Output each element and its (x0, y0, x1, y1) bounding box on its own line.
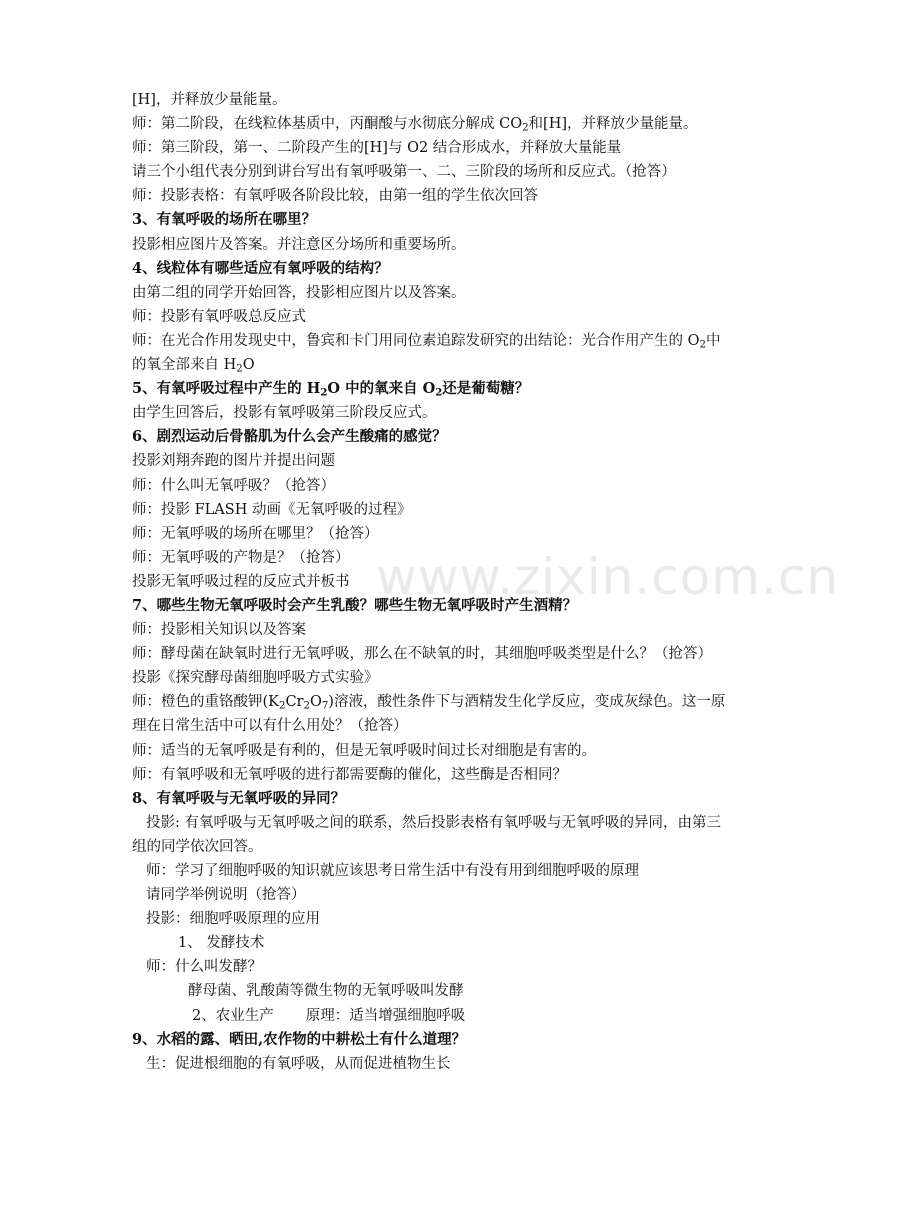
text-line: 2、农业生产 原理：适当增强细胞呼吸 (192, 1007, 466, 1024)
text-line: 师：酵母菌在缺氧时进行无氧呼吸，那么在不缺氧的时，其细胞呼吸类型是什么？（抢答） (132, 646, 712, 663)
question-heading-5: 5、有氧呼吸过程中产生的 $H_2O$ 中的氧来自 $O_2$还是葡萄糖？ (132, 380, 530, 399)
text-line: 投影《探究酵母菌细胞呼吸方式实验》 (132, 670, 379, 687)
question-heading-7: 7、哪些生物无氧呼吸时会产生乳酸？哪些生物无氧呼吸时产生酒精？ (132, 596, 578, 614)
text-line: 请三个小组代表分别到讲台写出有氧呼吸第一、二、三阶段的场所和反应式。（抢答） (132, 164, 676, 181)
text-line: 组的同学依次回答。 (132, 838, 263, 855)
question-heading-3: 3、有氧呼吸的场所在哪里？ (132, 211, 317, 229)
text-line: 1、 发酵技术 (178, 935, 265, 952)
text-line: 投影刘翔奔跑的图片并提出问题 (132, 453, 335, 470)
text-line: 师：无氧呼吸的场所在哪里？（抢答） (132, 525, 379, 542)
text-line: 师：什么叫发酵？ (146, 959, 262, 976)
text-line: 投影: 有氧呼吸与无氧呼吸之间的联系，然后投影表格有氧呼吸与无氧呼吸的异同，由第三 (146, 814, 721, 831)
document-body (132, 88, 792, 1076)
text-line: 师：学习了细胞呼吸的知识就应该思考日常生活中有没有用到细胞呼吸的原理 (146, 863, 639, 879)
text-line: 投影：细胞呼吸原理的应用 (146, 911, 320, 928)
text-line: 师：第二阶段，在线粒体基质中，丙酮酸与水彻底分解成 $CO_2$和[H]，并释放少量能量。 (132, 116, 698, 134)
text-line: 理在日常生活中可以有什么用处？（抢答） (132, 718, 408, 735)
text-line: 师：橙色的重铬酸钾$(K_2Cr_2O_7)$溶液，酸性条件下与酒精发生化学反应，变成灰绿色。这一原 (132, 694, 726, 712)
question-heading-6: 6、剧烈运动后骨骼肌为什么会产生酸痛的感觉？ (132, 428, 447, 446)
text-line: 由第二组的同学开始回答，投影相应图片以及答案。 (132, 284, 466, 301)
text-line: 投影无氧呼吸过程的反应式并板书 (132, 573, 350, 590)
text-line: 师：投影有氧呼吸总反应式 (132, 308, 306, 325)
text-line: 请同学举例说明（抢答） (146, 887, 306, 904)
text-line: 师：在光合作用发现史中，鲁宾和卡门用同位素追踪发研究的出结论：光合作用产生的 $O_2$中 (132, 332, 721, 351)
text-line: 师：投影表格：有氧呼吸各阶段比较，由第一组的学生依次回答 (132, 188, 538, 205)
text-line: 投影相应图片及答案。并注意区分场所和重要场所。 (132, 236, 466, 253)
text-line: 师：有氧呼吸和无氧呼吸的进行都需要酶的催化，这些酶是否相同？ (132, 766, 567, 783)
text-line: 师：投影相关知识以及答案 (132, 622, 306, 639)
text-line: 酵母菌、乳酸菌等微生物的无氧呼吸叫发酵 (188, 983, 464, 1000)
text-line: 师：无氧呼吸的产物是？（抢答） (132, 549, 350, 566)
question-heading-4: 4、线粒体有哪些适应有氧呼吸的结构？ (132, 259, 389, 277)
text-line: [H]，并释放少量能量。 (132, 92, 287, 108)
text-line: 的氧全部来自 $H_2O$ (132, 357, 255, 375)
text-line: 由学生回答后，投影有氧呼吸第三阶段反应式。 (132, 405, 437, 422)
text-line: 生：促进根细胞的有氧呼吸，从而促进植物生长 (146, 1055, 451, 1072)
text-line: 师：投影 FLASH 动画《无氧呼吸的过程》 (132, 501, 412, 518)
watermark: www.zixin.com.cn (376, 548, 840, 606)
text-line: 师：第三阶段，第一、二阶段产生的[H]与 O2 结合形成水，并释放大量能量 (132, 140, 622, 157)
question-heading-9: 9、水稻的露、晒田,农作物的中耕松土有什么道理？ (132, 1030, 467, 1048)
text-line: 师：适当的无氧呼吸是有利的，但是无氧呼吸时间过长对细胞是有害的。 (132, 742, 596, 759)
text-line: 师：什么叫无氧呼吸？（抢答） (132, 477, 335, 494)
question-heading-8: 8、有氧呼吸与无氧呼吸的异同？ (132, 789, 346, 807)
